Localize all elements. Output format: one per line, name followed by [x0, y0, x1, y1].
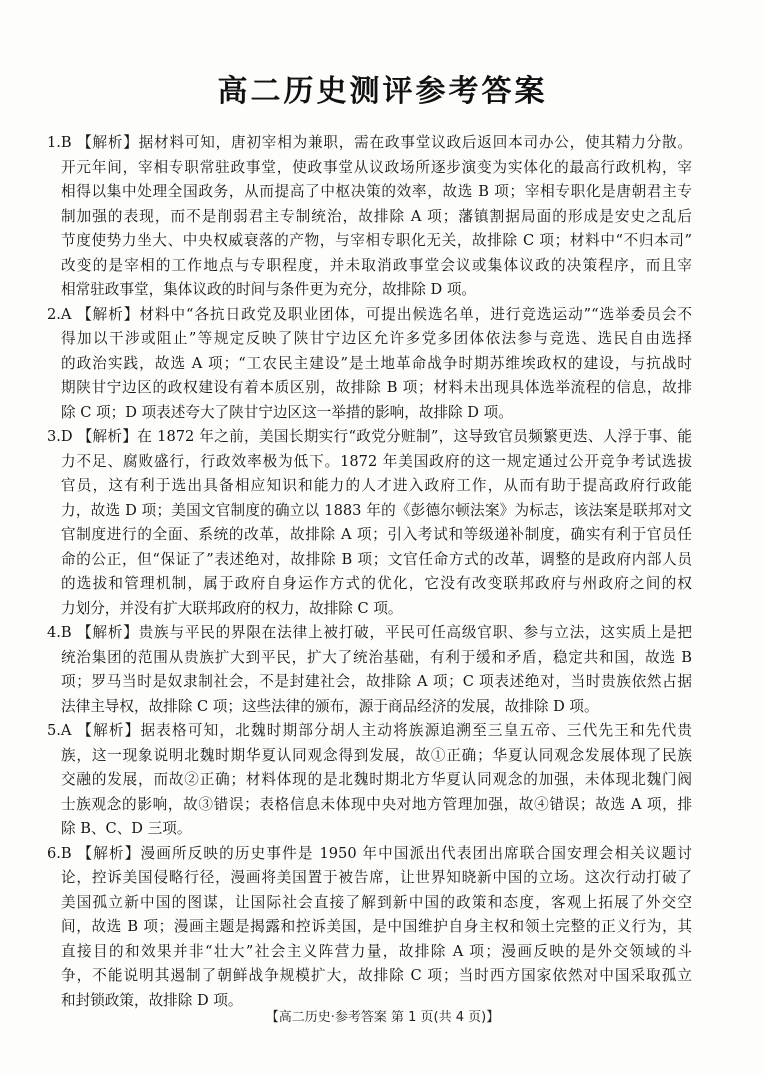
answer-line: 力，故选 D 项；美国文官制度的确立以 1883 年的《彭德尔顿法案》为标志，该法案是联邦对文: [61, 501, 692, 519]
answer-line: 统治集团的范围从贵族扩大到平民，扩大了统治基础，有利于缓和矛盾，稳定共和国，故选 B: [61, 648, 692, 666]
answer-line: 相得以集中处理全国政务，从而提高了中枢决策的效率，故选 B 项；宰相专职化是唐朝君主专: [61, 183, 692, 200]
answer-list: [0, 131, 765, 1013]
answer-line: 交融的发展，而故②正确；材料体现的是北魏时期北方华夏认同观念的加强，未体现北魏门阀: [61, 771, 692, 788]
answer-line: 直接目的和效果并非“壮大”社会主义阵营力量，故排除 A 项；漫画反映的是外交领域的斗: [61, 942, 692, 960]
answer-line: 论，控诉美国侵略行径，漫画将美国置于被告席，让世界知晓新中国的立场。这次行动打破了: [61, 869, 692, 886]
answer-item: [0, 425, 765, 621]
answer-line: 力不足、腐败盛行，行政效率极为低下。1872 年美国政府的这一规定通过公开竞争考试选拔: [61, 452, 692, 470]
answer-item: [0, 842, 765, 1014]
answer-line: 期陕甘宁边区的政权建设有着本质区别，故排除 B 项；材料未出现具体选举流程的信息，故排: [61, 379, 692, 396]
answer-item: [0, 303, 765, 426]
answer-line: 除 B、C、D 三项。: [61, 820, 192, 837]
answer-first-line: 2.A 【解析】材料中“各抗日政党及职业团体，可提出候选名单，进行竞选运动”“选举委员会不: [47, 305, 692, 323]
answer-line: 和封锁政策，故排除 D 项。: [61, 991, 243, 1009]
answer-first-line: 6.B 【解析】漫画所反映的历史事件是 1950 年中国派出代表团出席联合国安理会相关议题讨: [47, 844, 692, 862]
answer-line: 官员，这有利于选出具备相应知识和能力的人才进入政府工作，从而有助于提高政府行政能: [61, 477, 692, 494]
answer-line: 除 C 项；D 项表述夸大了陕甘宁边区这一举措的影响，故排除 D 项。: [61, 403, 513, 421]
answer-line: 相常驻政事堂，集体议政的时间与条件更为充分，故排除 D 项。: [61, 281, 477, 298]
answer-line: 美国孤立新中国的图谋，让国际社会直接了解到新中国的政策和态度，客观上拓展了外交空: [61, 893, 692, 911]
answer-first-line: 5.A 【解析】据表格可知，北魏时期部分胡人主动将族源追溯至三皇五帝、三代先王和先代贵: [47, 722, 692, 739]
page-footer: 【高二历史·参考答案 第 1 页(共 4 页)】: [265, 1010, 500, 1025]
answer-line: 间，故选 B 项；漫画主题是揭露和控诉美国，是中国维护自身主权和领土完整的正义行为，其: [61, 918, 692, 935]
answer-line: 得加以干涉或阻止”等规定反映了陕甘宁边区允许多党多团体依法参与竞选、选民自由选择: [61, 330, 692, 347]
answer-line: 命的公正，但“保证了”表述绝对，故排除 B 项；文官任命方式的改革，调整的是政府内部人员: [61, 550, 692, 568]
answer-line: 的选拔和管理机制，属于政府自身运作方式的优化，它没有改变联邦政府与州政府之间的权: [61, 575, 692, 592]
answer-line: 改变的是宰相的工作地点与专职程度，并未取消政事堂会议或集体议政的决策程序，而且宰: [61, 256, 692, 274]
answer-first-line: 4.B 【解析】贵族与平民的界限在法律上被打破，平民可任高级官职、参与立法，这实质上是把: [47, 624, 692, 641]
answer-line: 法律主导权，故排除 C 项；这些法律的颁布，源于商品经济的发展，故排除 D 项。: [61, 697, 599, 715]
answer-item: [0, 131, 765, 303]
answer-item: [0, 621, 765, 719]
answer-line: 项；罗马当时是奴隶制社会，不是封建社会，故排除 A 项；C 项表述绝对，当时贵族依然占据: [61, 673, 692, 690]
answer-item: [0, 719, 765, 842]
answer-line: 争，不能说明其遏制了朝鲜战争规模扩大，故排除 C 项；当时西方国家依然对中国采取孤立: [61, 967, 692, 984]
answer-line: 族，这一现象说明北魏时期华夏认同观念得到发展，故①正确；华夏认同观念发展体现了民族: [61, 746, 692, 764]
answer-line: 开元年间，宰相专职常驻政事堂，使政事堂从议政场所逐步演变为实体化的最高行政机构，宰: [61, 158, 692, 176]
answer-line: 士族观念的影响，故③错误；表格信息未体现中央对地方管理加强，故④错误；故选 A 项，排: [61, 795, 692, 813]
answer-line: 力划分，并没有扩大联邦政府的权力，故排除 C 项。: [61, 599, 403, 617]
answer-line: 节度使势力坐大、中央权威衰落的产物，与宰相专职化无关，故排除 C 项；材料中“不归本司”: [61, 232, 692, 249]
answer-first-line: 1.B 【解析】据材料可知，唐初宰相为兼职，需在政事堂议政后返回本司办公，使其精力分散。: [47, 134, 692, 151]
answer-line: 官制度进行的全面、系统的改革，故排除 A 项；引入考试和等级递补制度，确实有利于官员任: [61, 526, 692, 543]
page-title: 高二历史测评参考答案: [217, 74, 548, 109]
answer-line: 制加强的表现，而不是削弱君主专制统治，故排除 A 项；藩镇割据局面的形成是安史之乱后: [61, 207, 692, 225]
answer-line: 的政治实践，故选 A 项；“工农民主建设”是土地革命战争时期苏维埃政权的建设，与抗战时: [61, 354, 692, 372]
answer-first-line: 3.D 【解析】在 1872 年之前，美国长期实行“政党分赃制”，这导致官员频繁更迭、人浮于事、能: [47, 428, 692, 445]
